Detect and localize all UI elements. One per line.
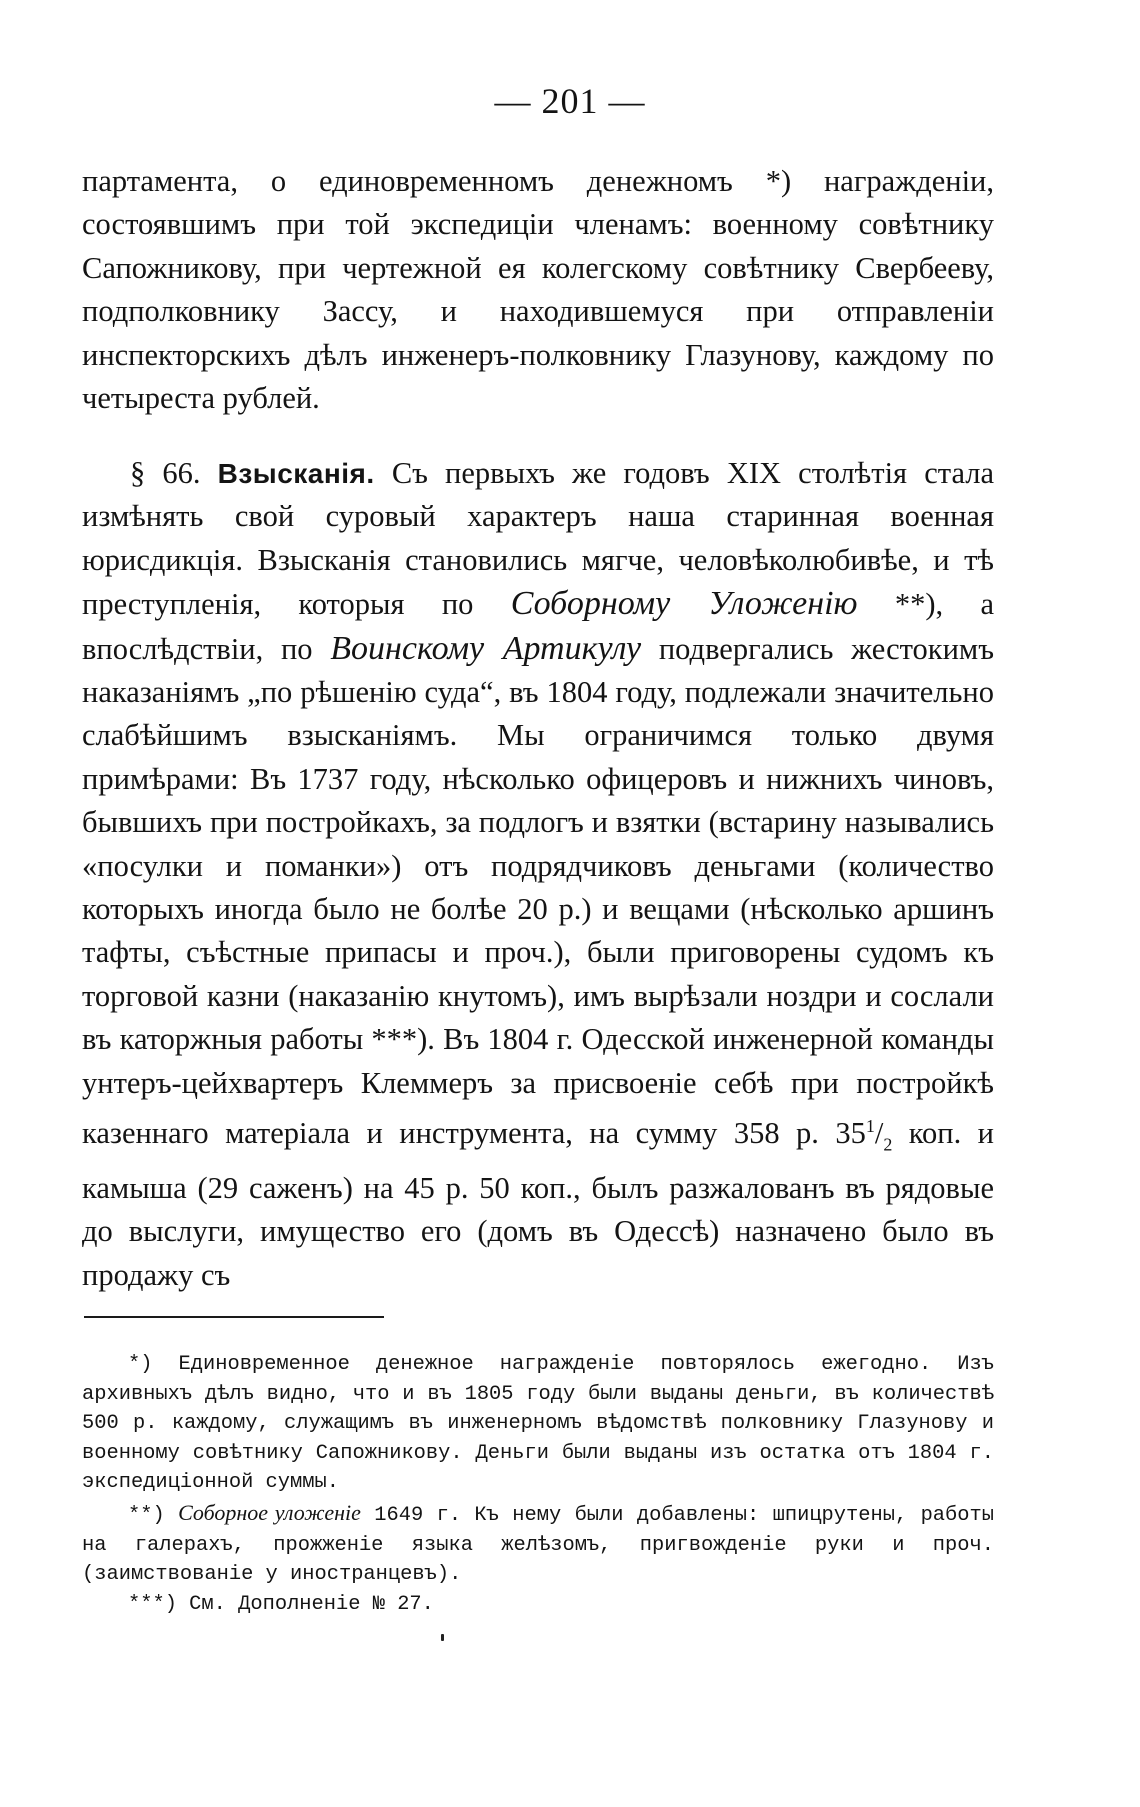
fraction-denominator: 2 bbox=[883, 1134, 893, 1155]
footnote-1: *) Единовременное денежное награжденіе повторялось ежегодно. Изъ архивныхъ дѣлъ видно, что и въ 1805 году были выданы деньги, въ количествѣ 500 р. каждому, служащимъ въ инженерномъ вѣдомствѣ полковнику Глазунову и военному совѣтнику Сапожникову. Деньги были выданы изъ остатка отъ 1804 г. экспедиціонной суммы. bbox=[82, 1353, 994, 1495]
section-text-part-d: коп. и камыша (29 саженъ) на 45 р. 50 коп., былъ разжалованъ въ рядовые до выслуги, имущество его (домъ въ Одессѣ) назначено было въ продажу съ bbox=[82, 1116, 994, 1292]
paragraph-continuation-text: партамента, о единовременномъ денежномъ *) награжденіи, состоявшимъ при той экспедиціи членамъ: военному совѣтнику Сапожникову, при чертежной ея колегскому совѣтнику Свербееву, подполковнику Зассу, и находившемуся при отправленіи инспекторскихъ дѣлъ инженеръ-полковнику Глазунову, каждому по четыреста рублей. bbox=[82, 164, 994, 416]
footnote-2-mark: **) bbox=[128, 1503, 179, 1527]
italic-sobornoe-ulozhenie: Соборному Уложенію bbox=[510, 585, 858, 623]
footnote-2-italic: Соборное уложеніе bbox=[178, 1499, 361, 1525]
italic-voinskiy-artikul: Воинскому Артикулу bbox=[330, 629, 642, 667]
section-66-paragraph bbox=[82, 452, 994, 1297]
section-heading: Взысканія. bbox=[217, 458, 375, 489]
section-text-part-c: подвергались жестокимъ наказаніямъ „по рѣшенію суда“, въ 1804 году, подлежали значительно слабѣйшимъ взысканіямъ. Мы ограничимся только двумя примѣрами: Въ 1737 году, нѣсколько офицеровъ и нижнихъ чиновъ, бывшихъ при постройкахъ, за подлогъ и взятки (встарину назывались «посулки и поманки») отъ подрядчиковъ деньгами (количество которыхъ иногда было не болѣе 20 р.) и вещами (нѣсколько аршинъ тафты, съѣстные припасы и проч.), были приговорены судомъ къ торговой казни (наказанію кнутомъ), имъ вырѣзали ноздри и сослали въ каторжныя работы ***). Въ 1804 г. Одесской инженерной команды унтеръ-цейхвартеръ Клеммеръ за присвоеніе себѣ при постройкѣ казеннаго матеріала и инструмента, на сумму 358 р. 35 bbox=[82, 631, 994, 1151]
section-66-text bbox=[82, 452, 994, 1297]
footnote-3: ***) См. Дополненіе № 27. bbox=[128, 1592, 434, 1616]
section-text-part-a: Съ первыхъ же годовъ XIX столѣтія стала измѣнять свой суровый характеръ наша старинная военная юрисдикція. Взысканія становились мягче, человѣколюбивѣе, и тѣ преступленія, которыя по bbox=[82, 456, 995, 622]
section-mark: § 66. bbox=[130, 456, 201, 490]
paragraph-continuation bbox=[82, 160, 994, 420]
footnote-2-text: 1649 г. Къ нему были добавлены: шпицрутены, работы на галерахъ, прожженіе языка желѣзомъ, пригвожденіе руки и проч. (заимствованіе у иностранцевъ). bbox=[82, 1503, 994, 1587]
fraction-slash: / bbox=[874, 1116, 884, 1151]
section-text-part-b: **), а впослѣдствіи, по bbox=[82, 587, 994, 666]
fraction-numerator: 1 bbox=[865, 1116, 875, 1137]
page-number: — 201 — bbox=[494, 81, 646, 121]
footnote-divider bbox=[84, 1316, 384, 1318]
ink-speck bbox=[441, 1634, 444, 1641]
footnotes bbox=[82, 1350, 994, 1619]
footnote-2 bbox=[82, 1498, 994, 1590]
